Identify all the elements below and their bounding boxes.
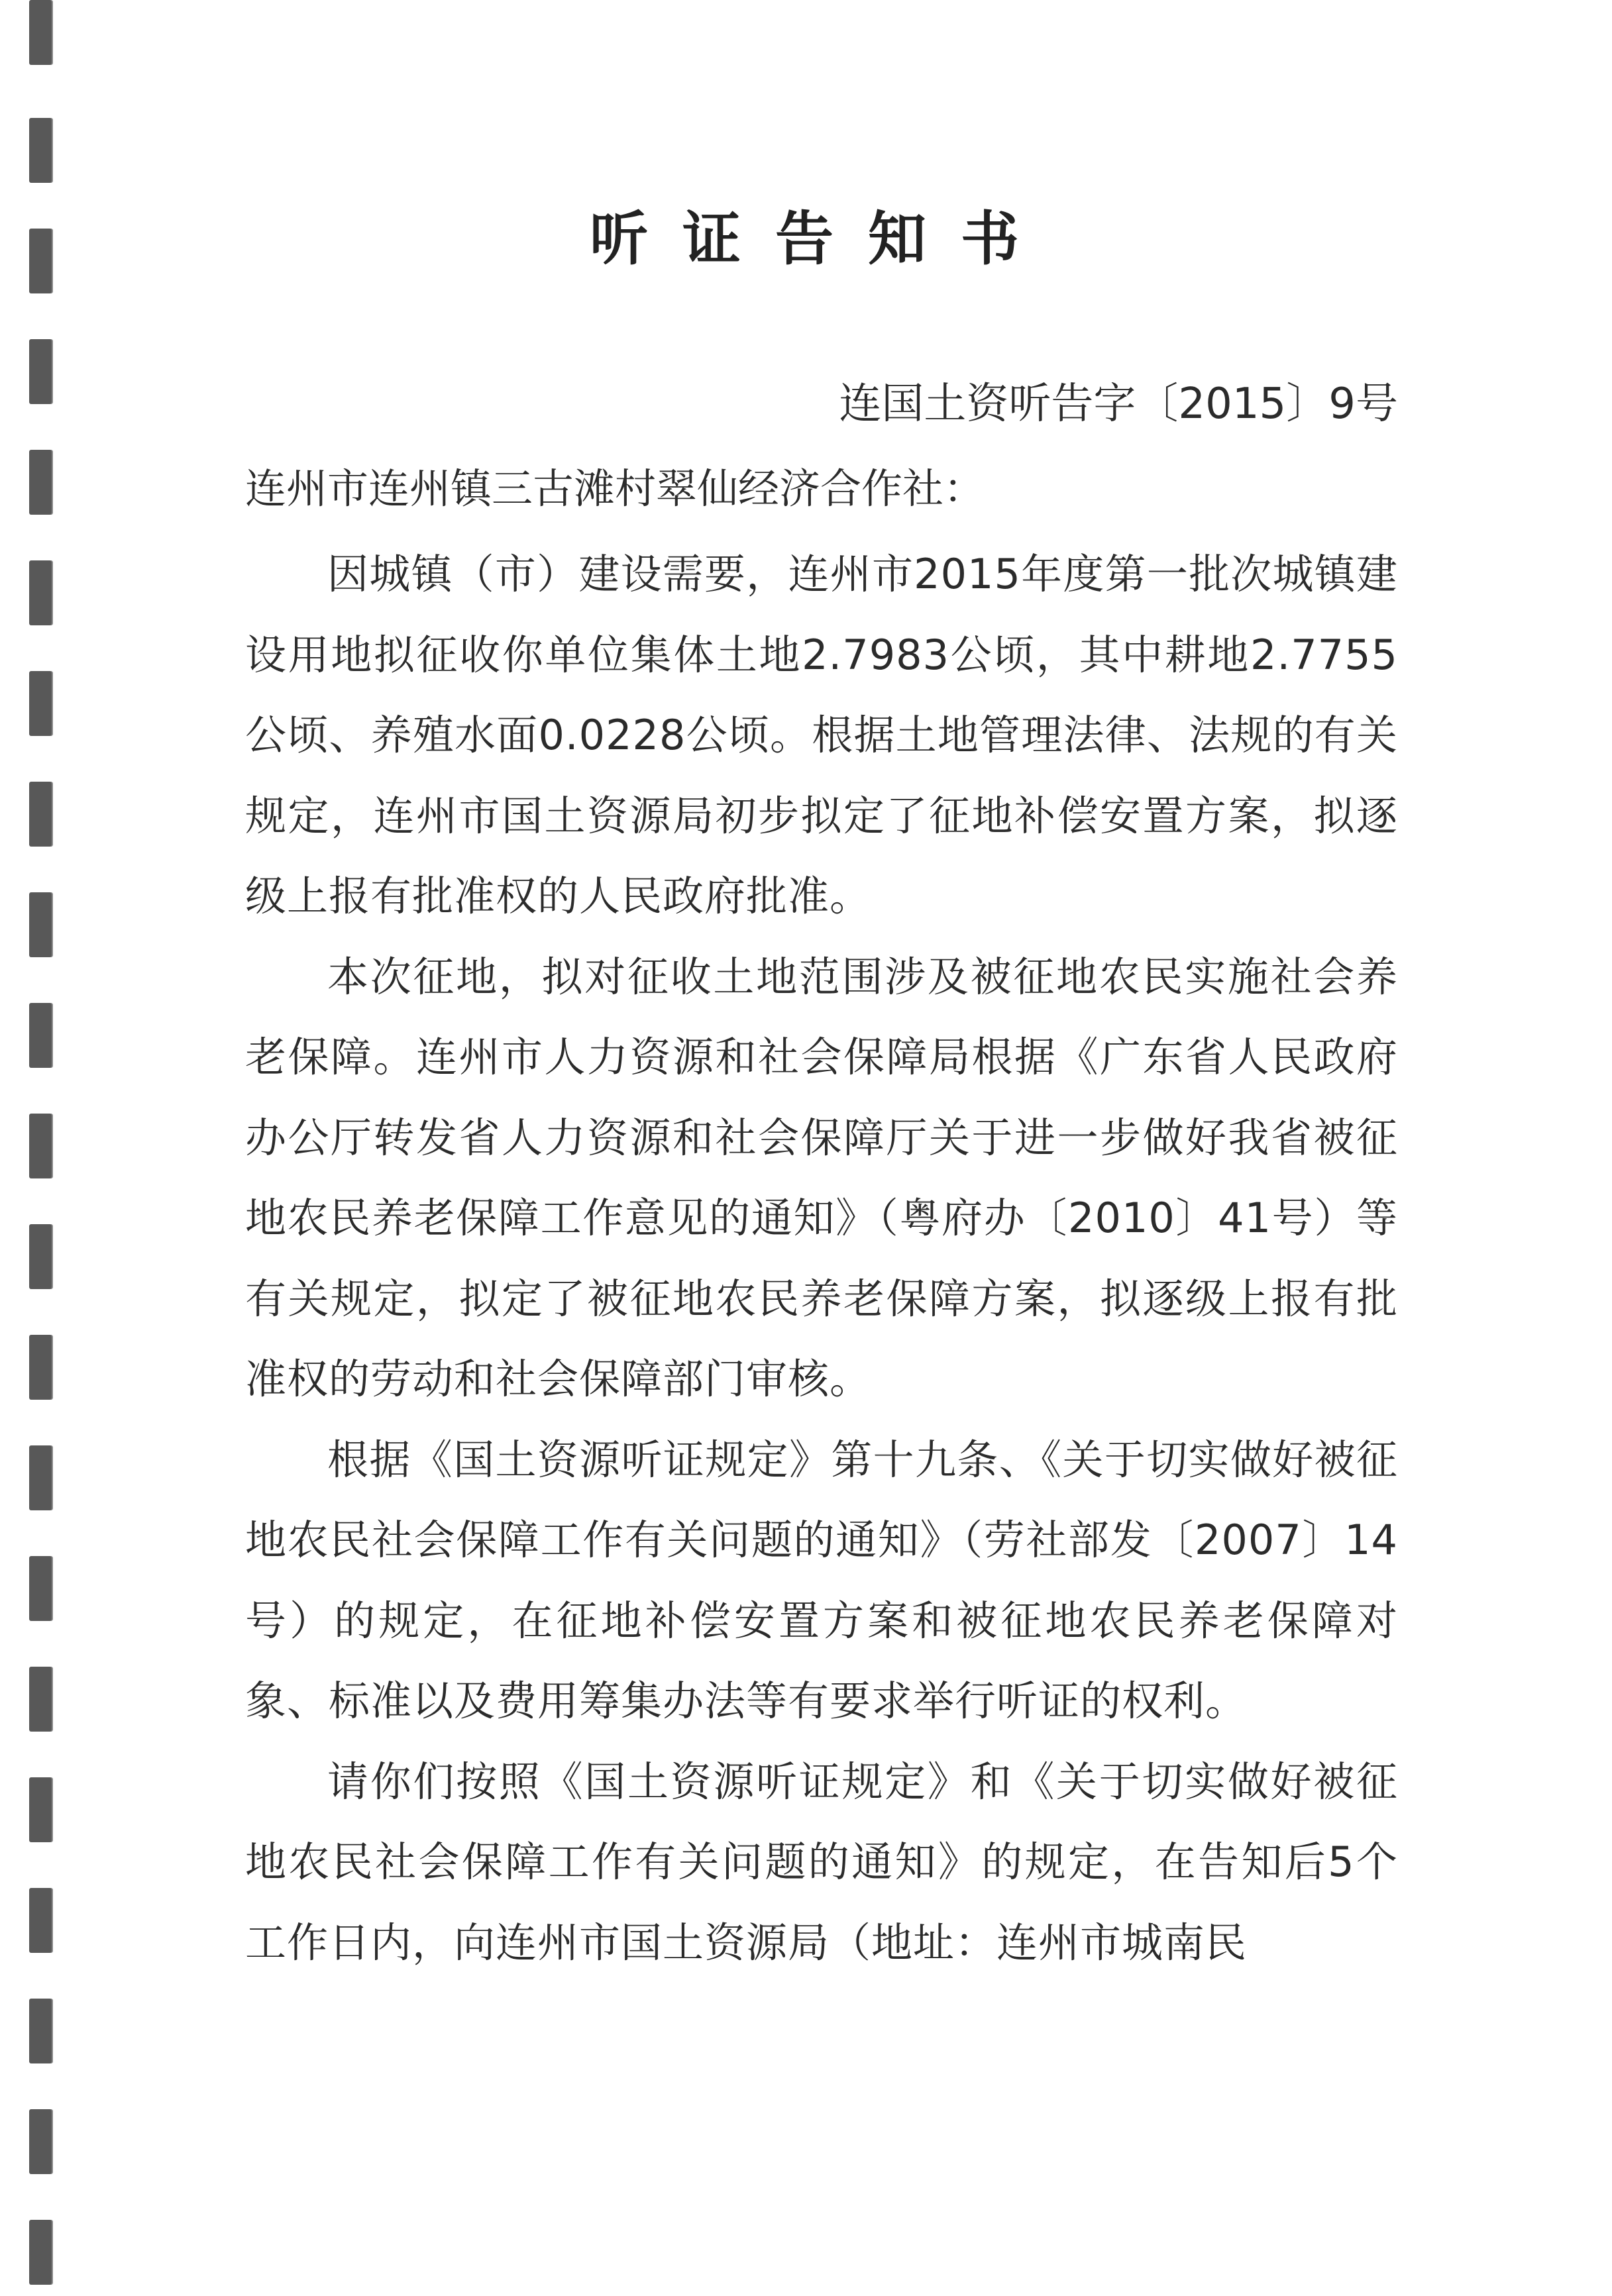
document-body — [245, 534, 1398, 1983]
binding-hole-mark — [29, 1888, 52, 1953]
binding-hole-mark — [29, 450, 52, 515]
binding-hole-mark — [29, 892, 52, 957]
binding-hole-mark — [29, 0, 52, 65]
binding-hole-mark — [29, 1335, 52, 1400]
document-number: 连国土资听告字〔2015〕9号 — [839, 380, 1398, 429]
binding-hole-mark — [29, 1003, 52, 1068]
paragraph-land-acquisition: 因城镇（市）建设需要，连州市2015年度第一批次城镇建设用地拟征收你单位集体土地2.7983公顷，其中耕地2.7755公顷、养殖水面0.0228公顷。根据土地管理法律、法规的有关规定，连州市国土资源局初步拟定了征地补偿安置方案，拟逐级上报有批准权的人民政府批准。 — [245, 550, 1398, 920]
binding-hole-mark — [29, 782, 52, 847]
binding-hole-mark — [29, 671, 52, 736]
document-title: 听证告知书 — [589, 204, 1053, 273]
binding-hole-mark — [29, 1224, 52, 1289]
binding-hole-mark — [29, 1556, 52, 1621]
binding-hole-mark — [29, 2109, 52, 2174]
addressee: 连州市连州镇三古滩村翠仙经济合作社： — [245, 464, 985, 513]
binding-hole-mark — [29, 2220, 52, 2285]
binding-hole-mark — [29, 560, 52, 625]
binding-hole-mark — [29, 1445, 52, 1510]
binding-hole-mark — [29, 339, 52, 404]
binding-hole-mark — [29, 118, 52, 183]
binding-hole-mark — [29, 1777, 52, 1842]
binding-hole-mark — [29, 1114, 52, 1178]
paragraph-hearing-right: 根据《国土资源听证规定》第十九条、《关于切实做好被征地农民社会保障工作有关问题的通知》（劳社部发〔2007〕14号）的规定，在征地补偿安置方案和被征地农民养老保障对象、标准以及费用筹集办法等有要求举行听证的权利。 — [245, 1435, 1398, 1725]
paragraph-pension-security: 本次征地，拟对征收土地范围涉及被征地农民实施社会养老保障。连州市人力资源和社会保障局根据《广东省人民政府办公厅转发省人力资源和社会保障厅关于进一步做好我省被征地农民养老保障工作意见的通知》（粤府办〔2010〕41号）等有关规定，拟定了被征地农民养老保障方案，拟逐级上报有批准权的劳动和社会保障部门审核。 — [245, 952, 1398, 1403]
binding-strip — [29, 0, 56, 2296]
binding-hole-mark — [29, 1999, 52, 2063]
binding-hole-mark — [29, 1667, 52, 1732]
paragraph-hearing-request: 请你们按照《国土资源听证规定》和《关于切实做好被征地农民社会保障工作有关问题的通知》的规定，在告知后5个工作日内，向连州市国土资源局（地址：连州市城南民 — [245, 1757, 1398, 1967]
binding-hole-mark — [29, 229, 52, 293]
